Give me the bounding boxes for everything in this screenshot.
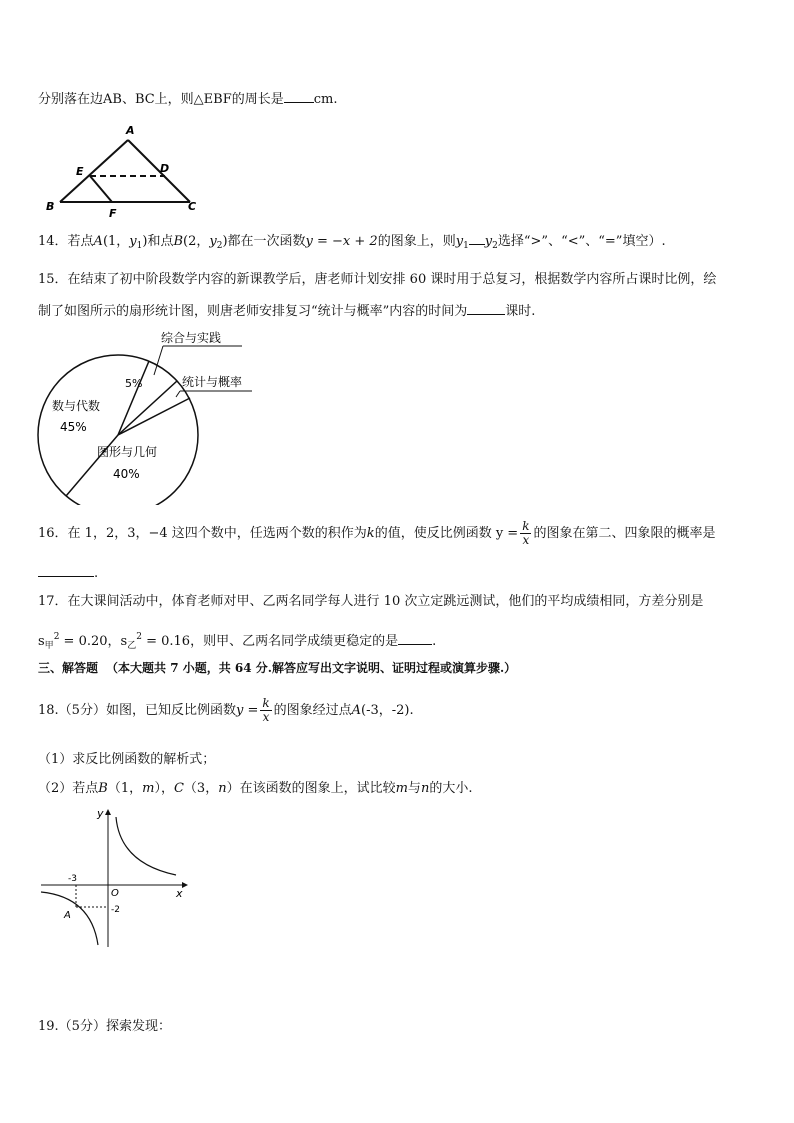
question-16 — [38, 519, 716, 549]
question-19: 19.（5分）探索发现： — [38, 1019, 171, 1034]
q14-b-coord: (2， — [183, 234, 210, 249]
label-d: D — [160, 162, 170, 175]
question-14: 14．若点A(1，$y_1$)和点B(2，$y_2$)都在一次函数y = −x + 2的图象上，则$y_1$ $y_2$选择“>”、“<”、“=”填空）. — [38, 230, 666, 256]
question-17-line2 — [38, 627, 436, 656]
section-3-heading — [38, 658, 516, 678]
q18-fraction — [260, 697, 271, 724]
q17-yi: 乙 — [127, 641, 137, 651]
pie-chart — [30, 325, 290, 505]
q18-2-m2: m — [395, 781, 408, 796]
q15-line1: 15．在结束了初中阶段数学内容的新课教学后，唐老师计划安排 60 课时用于总复习，根据数学内容所占课时比例，绘 — [38, 272, 717, 287]
y-axis-arrow — [105, 809, 111, 815]
segment-ef — [90, 176, 112, 202]
q17-line1: 17．在大课间活动中，体育老师对甲、乙两名同学每人进行 10 次立定跳远测试，他们的平均成绩相同，方差分别是 — [38, 594, 704, 609]
q18-pre: 18.（5分）如图，已知反比例函数 — [38, 703, 236, 718]
q16-fraction — [520, 520, 531, 547]
q14-a-coord: (1， — [102, 234, 130, 249]
q16-answer-line — [38, 562, 98, 584]
pie-label-tongji: 统计与概率 — [182, 375, 243, 389]
graph-label-neg3: -3 — [68, 874, 77, 884]
q17-sq-2: 2 — [136, 632, 142, 642]
q17-jia: 甲 — [44, 641, 54, 651]
q14-point-b: B — [173, 234, 184, 249]
label-f: F — [109, 207, 117, 220]
q15-line2-pre: 制了如图所示的扇形统计图，则唐老师安排复习“统计与概率”内容的时间为 — [38, 304, 468, 319]
hyperbola-branch-1 — [116, 817, 176, 875]
q14-and: )和点 — [142, 234, 174, 249]
q14-num: 14．若点 — [38, 234, 94, 249]
graph-label-y: y — [97, 807, 104, 820]
q18-2-post: ）在该函数的图象上，试比较 — [226, 781, 396, 796]
leader-tongji — [176, 391, 180, 397]
q14-choose: 选择“>”、“<”、“=”填空）. — [497, 234, 666, 249]
q18-post: 的图象经过点 — [273, 703, 352, 718]
q18-point-a: A — [351, 703, 362, 718]
q18-part1: （1）求反比例函数的解析式； — [38, 752, 216, 767]
q17-end: . — [432, 634, 437, 649]
q16-mid: 的值，使反比例函数 y = — [374, 526, 519, 541]
q18-2-pre: （2）若点 — [38, 781, 99, 796]
q13-answer-blank — [284, 88, 314, 103]
x-axis-arrow — [182, 882, 188, 888]
section-3-title: 三、解答题 — [38, 661, 99, 675]
pie-label-shu: 数与代数 — [52, 399, 101, 413]
q18-2-and: 与 — [407, 781, 421, 796]
q18-2-end: 的大小. — [429, 781, 473, 796]
label-b: B — [46, 200, 55, 213]
q16-frac-num: k — [522, 519, 530, 533]
graph-label-x: x — [176, 887, 183, 900]
q18-2-m: m — [142, 781, 155, 796]
pie-label-tuxing: 图形与几何 — [97, 445, 158, 459]
pie-label-zonghe-pct: 5% — [125, 377, 143, 390]
question-18 — [38, 696, 414, 726]
q14-on-graph: 的图象上，则 — [377, 234, 456, 249]
q16-pre: 16．在 1，2，3，−4 这四个数中，任选两个数的积作为 — [38, 526, 367, 541]
q14-answer-blank — [469, 230, 485, 245]
q14-y2: y — [209, 234, 217, 249]
label-e: E — [76, 165, 84, 178]
q18-2-close1: ）， — [154, 781, 174, 796]
pie-label-shu-pct: 45% — [60, 420, 87, 434]
q16-k: k — [366, 526, 375, 541]
q15-answer-blank — [467, 300, 505, 315]
q18-2-b: B — [98, 781, 108, 796]
q18-2-c-coords: （3， — [183, 781, 219, 796]
q16-answer-blank — [38, 562, 94, 577]
q18-frac-den: x — [262, 710, 270, 724]
q13-unit: cm. — [313, 92, 338, 107]
q18-frac-num: k — [262, 696, 270, 710]
q14-y1: y — [129, 234, 137, 249]
leader-zonghe — [154, 346, 163, 375]
q15-line2-post: 课时. — [505, 304, 536, 319]
q14-function: y = −x + 2 — [305, 234, 378, 249]
q14-point-a: A — [93, 234, 103, 249]
q18-2-n2: n — [420, 781, 430, 796]
pie-label-zonghe: 综合与实践 — [161, 331, 222, 345]
triangle-figure — [40, 122, 210, 222]
q17-v1: = 0.20， — [59, 634, 121, 649]
label-c: C — [188, 200, 197, 213]
q17-sq-1: 2 — [53, 632, 60, 642]
graph-label-neg2: -2 — [111, 905, 120, 915]
graph-label-origin: O — [111, 888, 119, 899]
q17-s-1: s — [38, 634, 45, 649]
label-a: A — [126, 124, 135, 137]
q13-tail — [38, 88, 338, 110]
question-15-line2 — [38, 300, 535, 322]
pie-divider-2 — [118, 361, 149, 435]
q13-text: 分别落在边AB、BC上，则△EBF的周长是 — [38, 92, 284, 107]
q18-part2 — [38, 779, 472, 799]
q16-post: 的图象在第二、四象限的概率是 — [533, 526, 716, 541]
q18-coords: (-3，-2). — [361, 703, 414, 718]
q18-2-n: n — [218, 781, 227, 796]
q17-answer-blank — [398, 630, 432, 645]
side-ac — [128, 140, 190, 202]
hyperbola-graph — [36, 805, 196, 955]
q17-post: ，则甲、乙两名同学成绩更稳定的是 — [190, 634, 399, 649]
side-ab — [60, 140, 128, 202]
q18-eq: = — [243, 703, 259, 718]
q17-s-2: s — [120, 634, 128, 649]
q18-2-c: C — [173, 781, 184, 796]
graph-label-a: A — [64, 910, 71, 921]
q16-frac-den: x — [522, 533, 530, 547]
pie-divider-4 — [118, 398, 190, 435]
section-3-note: （本大题共 7 小题，共 64 分.解答应写出文字说明、证明过程或演算步骤.） — [106, 661, 517, 675]
q18-y: y — [235, 703, 244, 718]
q18-2-b-coords: （1， — [107, 781, 143, 796]
q14-after-b: )都在一次函数 — [222, 234, 306, 249]
pie-label-tuxing-pct: 40% — [113, 467, 140, 481]
q17-v2: = 0.16 — [141, 634, 191, 649]
q16-end: . — [94, 566, 99, 581]
